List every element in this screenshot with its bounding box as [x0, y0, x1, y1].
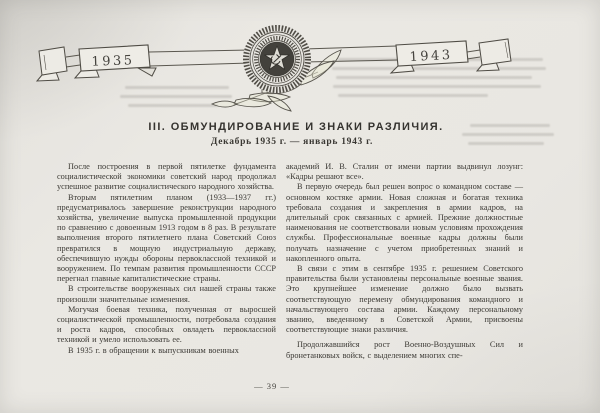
paragraph: В связи с этим в сентябре 1935 г. решением Советского правительства были установлены персональные военные звания. Это крупнейшее изменение должно было вызвать соответствующую перемену обмундирования командного и начальствующего состава армии. Каждому персональному званию, введенному в Советской Армии, присвоены соответствующие знаки различия.	[286, 264, 523, 335]
star-cockade-emblem	[243, 25, 311, 93]
section-subtitle: Декабрь 1935 г. — январь 1943 г.	[210, 137, 374, 147]
ribbon-1943	[391, 41, 468, 73]
paragraph: академий И. В. Сталин от имени партии выдвинул лозунг: «Кадры решают все».	[286, 162, 523, 182]
page-number: — 39 —	[254, 381, 290, 391]
section-title: III. ОБМУНДИРОВАНИЕ И ЗНАКИ РАЗЛИЧИЯ.	[148, 121, 444, 133]
paragraph: Вторым пятилетним планом (1933—1937 гг.) предусматривалось завершение реконструкции народного хозяйства, увеличение выпуска промышленной продукции по сравнению с довоенным 1913 годом в 8 раз. В результате выполнения второго пятилетнего плана Советский Союз превратился в мощную индустриальную державу, обеспечившую нужды обороны первоклассной техникой и вооружением. По темпам развития промышленности СССР перегнал главные капиталистические страны.	[57, 192, 276, 284]
paragraph: В первую очередь был решен вопрос о командном составе — основном костяке армии. Новая сложная и богатая техника требовала создания и закрепления в армии кадров, на длительный срок связанных с армией. Прежние должностные наименования не соответствовали новым условиям прохождения службы. Профессиональные военные кадры должны были получать назначение с учетом приобретенных знаний и накопленного опыта.	[286, 182, 523, 263]
column-right	[286, 162, 523, 361]
column-left	[57, 162, 276, 361]
banner-year-right: 1943	[409, 47, 453, 66]
paragraph: После построения в первой пятилетке фундамента социалистической экономики советский народ продолжал успешное развитие социалистического народного хозяйства.	[57, 162, 276, 192]
paragraph: Могучая боевая техника, полученная от выросшей социалистической промышленности, потребовала создания и роста кадров, способных овладеть первоклассной техникой и умело использовать ее.	[57, 304, 276, 345]
ribbon-end-right	[477, 39, 511, 71]
ribbon-1935	[75, 45, 156, 78]
paragraph: В 1935 г. в обращении к выпускникам военных	[68, 345, 239, 355]
decorative-banner	[0, 0, 600, 120]
paragraph: В строительстве вооруженных сил нашей страны также произошли значительные изменения.	[57, 284, 276, 304]
bleed-through-text	[462, 133, 554, 136]
text-columns	[57, 162, 523, 361]
banner-year-left: 1935	[91, 53, 135, 70]
ribbon-end-left	[37, 47, 67, 81]
paragraph: Продолжавшийся рост Военно-Воздушных Сил и бронетанковых войск, с выделением многих спе-	[286, 340, 523, 360]
